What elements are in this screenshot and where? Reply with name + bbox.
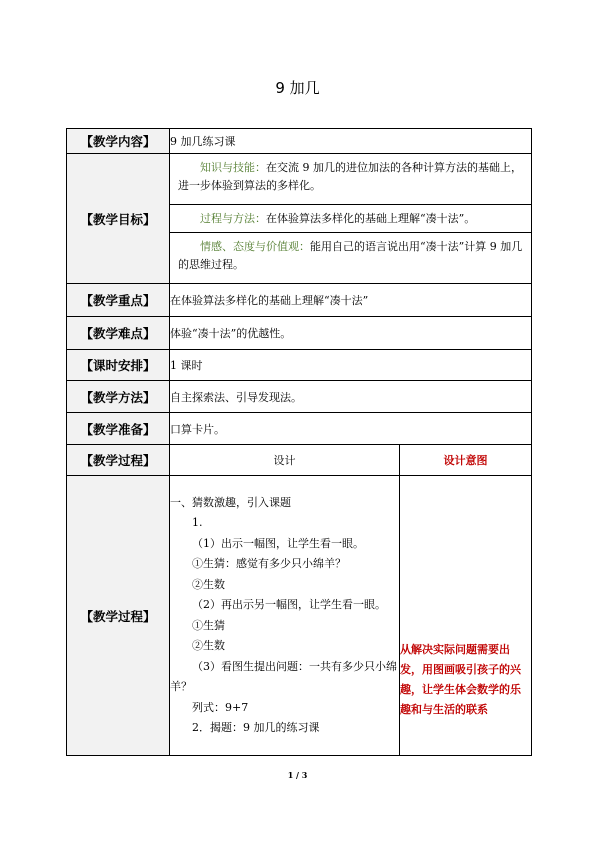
- goal-attitude-text: 能用自己的语言说出用“凑十法”计算 9 加几的思维过程。: [178, 240, 523, 271]
- lesson-plan-table: [66, 128, 532, 756]
- process-line: （3）看图生提出问题：一共有多少只小绵羊？: [170, 659, 397, 693]
- process-line: ①生猜：感觉有多少只小绵羊？: [192, 557, 346, 570]
- goal-knowledge-text: 在交流 9 加几的进位加法的各种计算方法的基础上，进一步体验到算法的多样化。: [178, 161, 522, 192]
- process-line: 一、猜数激趣，引入课题: [170, 495, 291, 509]
- process-line: 2．揭题：9 加几的练习课: [192, 721, 320, 734]
- content-row: [67, 129, 532, 154]
- process-line: ②生数: [192, 577, 225, 591]
- difficulty-label: 【教学难点】: [67, 317, 170, 350]
- prep-label: 【教学准备】: [67, 413, 170, 445]
- process-design-cell: [170, 476, 400, 756]
- goal-attitude-head: 情感、态度与价值观：: [200, 240, 310, 253]
- goal-process-text: 在体验算法多样化的基础上理解“凑十法”。: [266, 212, 476, 225]
- goals-label: 【教学目标】: [67, 154, 170, 284]
- page-title: 9 加几: [275, 79, 320, 97]
- schedule-row: [67, 350, 532, 381]
- goal-process-head: 过程与方法：: [200, 212, 266, 225]
- method-row: [67, 381, 532, 413]
- process-intent-cell: [400, 476, 532, 756]
- process-row: [67, 476, 532, 756]
- process-header-row: [67, 445, 532, 476]
- design-column-header: 设计: [170, 445, 400, 476]
- process-line: ②生数: [192, 639, 225, 652]
- method-label: 【教学方法】: [67, 381, 170, 413]
- goals-cell: [170, 154, 532, 284]
- intent-spacer: [400, 512, 531, 640]
- goal-process: [170, 205, 531, 233]
- process-line: （2）再出示另一幅图，让学生看一眼。: [192, 598, 386, 611]
- process-line: 列式：9+7: [192, 700, 249, 714]
- difficulty-row: [67, 317, 532, 350]
- prep-row: [67, 413, 532, 445]
- process-label: 【教学过程】: [67, 476, 170, 756]
- goal-attitude: [170, 233, 531, 283]
- intent-column-header: 设计意图: [400, 445, 532, 476]
- process-intent-text: 从解决实际问题需要出发，用图画吸引孩子的兴趣，让学生体会数学的乐趣和与生活的联系: [400, 642, 521, 716]
- goal-knowledge-head: 知识与技能：: [200, 161, 266, 174]
- content-value: 9 加几练习课: [170, 129, 532, 154]
- prep-value: 口算卡片。: [170, 413, 532, 445]
- method-value: 自主探索法、引导发现法。: [170, 381, 532, 413]
- goals-row: [67, 154, 532, 284]
- difficulty-value: 体验“凑十法”的优越性。: [170, 317, 532, 350]
- schedule-label: 【课时安排】: [67, 350, 170, 381]
- schedule-value: 1 课时: [170, 350, 532, 381]
- goal-knowledge: [170, 154, 531, 205]
- key-point-row: [67, 284, 532, 317]
- process-line: （1）出示一幅图，让学生看一眼。: [192, 536, 364, 550]
- process-header-label: 【教学过程】: [67, 445, 170, 476]
- process-line: 1.: [192, 516, 203, 529]
- key-point-value: 在体验算法多样化的基础上理解“凑十法”: [170, 284, 532, 317]
- process-line: ①生猜: [192, 618, 225, 632]
- content-label: 【教学内容】: [67, 129, 170, 154]
- key-point-label: 【教学重点】: [67, 284, 170, 317]
- page-number: 1 / 3: [287, 770, 308, 780]
